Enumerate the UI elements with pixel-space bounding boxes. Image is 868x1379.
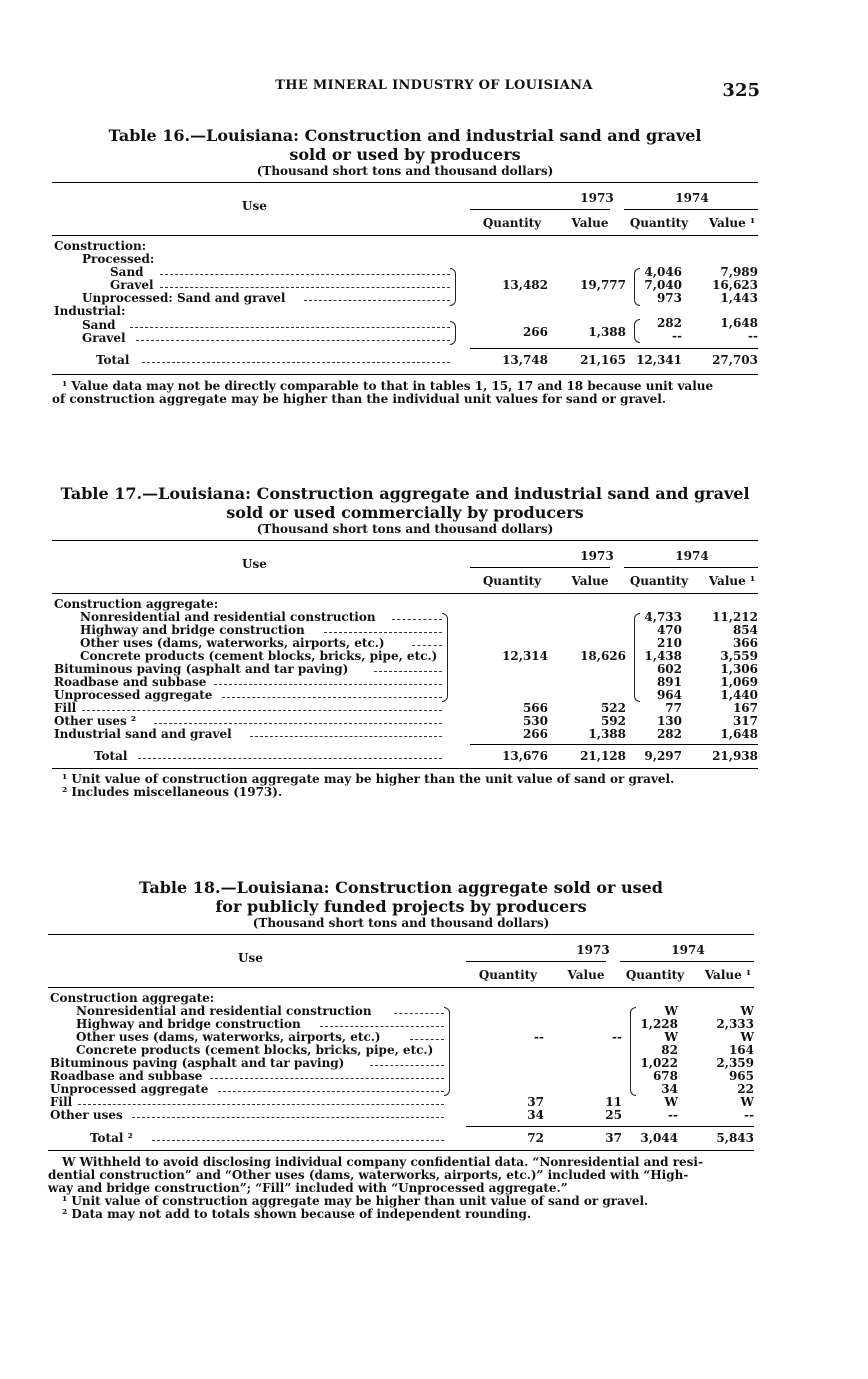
row-label: Roadbase and subbase: [50, 1069, 203, 1083]
table-row: [48, 1096, 754, 1109]
quantity-1974-header: Quantity: [629, 574, 689, 588]
row-label: Construction:: [54, 239, 147, 253]
value-1974: 1,306: [720, 662, 758, 676]
row-label: Industrial sand and gravel: [54, 727, 232, 741]
row-label: Highway and bridge construction: [80, 623, 305, 637]
quantity-1974: 470: [656, 623, 682, 637]
quantity-1974: 34: [661, 1082, 678, 1096]
value-1973: 1,388: [588, 325, 626, 339]
table-row: [52, 329, 758, 345]
year-1973-header: 1973: [580, 549, 614, 563]
table-row: [52, 689, 758, 702]
quantity-1973-header: Quantity: [478, 968, 538, 982]
value-1974: 2,333: [716, 1017, 754, 1031]
table-row-total: [48, 1132, 754, 1145]
value-1974: W: [740, 1095, 754, 1109]
table-16-header: [52, 183, 758, 235]
footnote: of construction aggregate may be higher than the individual unit values for sand or gravel.: [52, 392, 667, 406]
footnote: ¹ Unit value of construction aggregate may be higher than unit value of sand or gravel.: [62, 1194, 649, 1208]
quantity-1974: 282: [656, 316, 682, 330]
quantity-1973: 530: [522, 714, 548, 728]
value-1974: --: [748, 329, 758, 343]
value-1974: 11,212: [712, 610, 758, 624]
dot-leader: [160, 266, 450, 275]
row-label: Highway and bridge construction: [76, 1017, 301, 1031]
dot-leader: [210, 1070, 444, 1079]
row-label: Nonresidential and residential construction: [76, 1004, 372, 1018]
dot-leader: [320, 1018, 444, 1027]
total-quantity-1973: 13,748: [502, 353, 548, 367]
quantity-1973: --: [534, 1030, 544, 1044]
total-rule: [466, 1126, 754, 1127]
dot-leader: [370, 1057, 444, 1066]
quantity-1974: 282: [656, 727, 682, 741]
row-label: Bituminous paving (asphalt and tar paving): [50, 1056, 345, 1070]
value-1974: 366: [732, 636, 758, 650]
value-1974: 164: [728, 1043, 754, 1057]
value-1974: 1,648: [720, 727, 758, 741]
total-value-1973: 37: [605, 1131, 622, 1145]
table-row: [52, 702, 758, 715]
value-1973-header: Value: [571, 574, 609, 588]
value-1974-header: Value ¹: [708, 574, 756, 588]
value-1973: 592: [600, 714, 626, 728]
dot-leader: [136, 332, 450, 341]
quantity-1974: 1,228: [640, 1017, 678, 1031]
quantity-1974: 678: [652, 1069, 678, 1083]
dot-leader: [250, 728, 442, 737]
value-1974: 1,440: [720, 688, 758, 702]
total-quantity-1973: 72: [527, 1131, 544, 1145]
total-quantity-1974: 9,297: [644, 749, 682, 763]
table-18: [48, 878, 754, 1221]
year-1974-header: 1974: [675, 549, 709, 563]
value-1974: 854: [732, 623, 758, 637]
table-17-bottom-rule: [52, 768, 758, 769]
value-1974: 965: [728, 1069, 754, 1083]
value-1974: --: [744, 1108, 754, 1122]
table-17: [52, 484, 758, 799]
row-label: Other uses: [50, 1108, 123, 1122]
value-1974: 7,989: [720, 265, 758, 279]
value-1974: 317: [732, 714, 758, 728]
row-label: Construction aggregate:: [50, 991, 215, 1005]
quantity-1974-header: Quantity: [625, 968, 685, 982]
footnote: ² Includes miscellaneous (1973).: [62, 785, 283, 799]
brace: [442, 613, 448, 702]
quantity-1974: 891: [656, 675, 682, 689]
footnote: ² Data may not add to totals shown because of independent rounding.: [62, 1207, 532, 1221]
dot-leader: [222, 689, 442, 698]
total-rule: [470, 348, 758, 349]
year-1973-rule: [470, 567, 610, 568]
row-label: Industrial:: [54, 304, 126, 318]
dot-leader: [152, 1132, 444, 1141]
value-1973: 1,388: [588, 727, 626, 741]
running-head: THE MINERAL INDUSTRY OF LOUISIANA: [275, 78, 593, 93]
brace: [450, 268, 456, 306]
table-17-title-line1: Table 17.—Louisiana: Construction aggregate and industrial sand and gravel: [60, 484, 750, 503]
brace: [634, 319, 640, 343]
use-header: Use: [242, 557, 267, 571]
quantity-1974: W: [664, 1095, 678, 1109]
quantity-1974: 210: [656, 636, 682, 650]
total-quantity-1974: 3,044: [640, 1131, 678, 1145]
table-16: [52, 126, 758, 406]
footnote: ¹ Value data may not be directly comparable to that in tables 1, 15, 17 and 18 because unit value: [62, 379, 714, 393]
row-label: Construction aggregate:: [54, 597, 219, 611]
quantity-1974: 4,733: [644, 610, 682, 624]
table-17-title-line2: sold or used commercially by producers: [226, 503, 584, 522]
quantity-1974: W: [664, 1030, 678, 1044]
total-value-1974: 27,703: [712, 353, 758, 367]
dot-leader: [392, 611, 442, 620]
table-row-total: [52, 354, 758, 367]
quantity-1974: 602: [656, 662, 682, 676]
dot-leader: [142, 354, 450, 363]
quantity-1973: 37: [527, 1095, 544, 1109]
quantity-1974: 77: [665, 701, 682, 715]
value-1973-header: Value: [571, 216, 609, 230]
table-row-total: [52, 750, 758, 763]
value-1973: 25: [605, 1108, 622, 1122]
dot-leader: [214, 676, 442, 685]
value-1974: W: [740, 1030, 754, 1044]
brace: [634, 613, 640, 702]
quantity-1973: 34: [527, 1108, 544, 1122]
quantity-1973: 266: [522, 325, 548, 339]
quantity-1974: 7,040: [644, 278, 682, 292]
brace: [630, 1007, 636, 1096]
quantity-1974: 973: [656, 291, 682, 305]
table-17-footnotes: [52, 773, 758, 799]
footnote: ¹ Unit value of construction aggregate may be higher than the unit value of sand or gravel.: [62, 772, 675, 786]
year-1974-rule: [620, 961, 754, 962]
year-1974-rule: [624, 567, 758, 568]
quantity-1974: 1,022: [640, 1056, 678, 1070]
dot-leader: [304, 292, 450, 301]
row-label: Sand: [110, 265, 144, 279]
table-18-body: [48, 988, 754, 1150]
use-header: Use: [238, 951, 263, 965]
table-18-title-line1: Table 18.—Louisiana: Construction aggregate sold or used: [139, 878, 663, 897]
quantity-1974: --: [668, 1108, 678, 1122]
quantity-1973: 12,314: [502, 649, 548, 663]
dot-leader: [218, 1083, 444, 1092]
quantity-1973-header: Quantity: [482, 216, 542, 230]
brace: [634, 268, 640, 306]
quantity-1974: 964: [656, 688, 682, 702]
year-1973-rule: [466, 961, 606, 962]
table-17-header: [52, 541, 758, 593]
quantity-1974-header: Quantity: [629, 216, 689, 230]
total-value-1973: 21,128: [580, 749, 626, 763]
value-1974: 2,359: [716, 1056, 754, 1070]
quantity-1974: W: [664, 1004, 678, 1018]
table-16-title-line2: sold or used by producers: [289, 145, 521, 164]
table-row: [52, 292, 758, 305]
row-label: Unprocessed aggregate: [50, 1082, 209, 1096]
table-17-body: [52, 594, 758, 768]
table-row: [48, 1109, 754, 1122]
quantity-1974: 4,046: [644, 265, 682, 279]
value-1974: 1,648: [720, 316, 758, 330]
table-16-title-line1: Table 16.—Louisiana: Construction and industrial sand and gravel: [108, 126, 702, 145]
dot-leader: [78, 1096, 444, 1105]
total-quantity-1974: 12,341: [636, 353, 682, 367]
value-1973: 11: [605, 1095, 622, 1109]
year-1973-header: 1973: [580, 191, 614, 205]
quantity-1973-header: Quantity: [482, 574, 542, 588]
row-label: Other uses (dams, waterworks, airports, etc.): [80, 636, 385, 650]
dot-leader: [160, 279, 450, 288]
table-16-footnotes: [52, 380, 758, 406]
dot-leader: [374, 663, 442, 672]
value-1973: 18,626: [580, 649, 626, 663]
total-value-1974: 5,843: [716, 1131, 754, 1145]
footnote: W Withheld to avoid disclosing individual company confidential data. “Nonresidential and resi-: [62, 1155, 703, 1169]
quantity-1974: 1,438: [644, 649, 682, 663]
total-label: Total: [94, 749, 128, 763]
value-1973: 19,777: [580, 278, 626, 292]
value-1973-header: Value: [567, 968, 605, 982]
dot-leader: [154, 715, 442, 724]
value-1974: 16,623: [712, 278, 758, 292]
row-label: Sand: [82, 318, 116, 332]
row-label: Gravel: [110, 278, 154, 292]
table-18-footnotes: [48, 1156, 754, 1221]
value-1974-header: Value ¹: [708, 216, 756, 230]
table-18-header: [48, 935, 754, 987]
year-1974-rule: [624, 209, 758, 210]
dot-leader: [82, 702, 442, 711]
footnote: way and bridge construction”; “Fill” included with “Unprocessed aggregate.”: [48, 1181, 568, 1195]
table-18-title-line2: for publicly funded projects by producers: [215, 897, 587, 916]
brace: [444, 1007, 450, 1096]
value-1974: W: [740, 1004, 754, 1018]
table-16-subtitle: (Thousand short tons and thousand dollars): [256, 164, 554, 178]
value-1974: 3,559: [720, 649, 758, 663]
value-1973: 522: [600, 701, 626, 715]
dot-leader: [132, 1109, 444, 1118]
table-18-subtitle: (Thousand short tons and thousand dollars): [252, 916, 550, 930]
total-quantity-1973: 13,676: [502, 749, 548, 763]
total-value-1974: 21,938: [712, 749, 758, 763]
value-1974: 1,069: [720, 675, 758, 689]
dot-leader: [324, 624, 442, 633]
row-label: Unprocessed aggregate: [54, 688, 213, 702]
year-1974-header: 1974: [671, 943, 705, 957]
value-1974-header: Value ¹: [704, 968, 752, 982]
row-label: Processed:: [82, 252, 155, 266]
value-1974: 167: [732, 701, 758, 715]
dot-leader: [130, 319, 450, 328]
row-label: Concrete products (cement blocks, bricks, pipe, etc.): [76, 1043, 434, 1057]
total-rule: [470, 744, 758, 745]
year-1974-header: 1974: [675, 191, 709, 205]
row-label: Other uses ²: [54, 714, 137, 728]
row-label: Unprocessed: Sand and gravel: [82, 291, 286, 305]
value-1974: 1,443: [720, 291, 758, 305]
quantity-1973: 13,482: [502, 278, 548, 292]
quantity-1973: 566: [522, 701, 548, 715]
table-16-bottom-rule: [52, 374, 758, 375]
year-1973-rule: [470, 209, 610, 210]
row-label: Fill: [50, 1095, 73, 1109]
quantity-1974: --: [672, 329, 682, 343]
total-label: Total: [96, 353, 130, 367]
value-1973: --: [612, 1030, 622, 1044]
dot-leader: [412, 637, 442, 646]
row-label: Roadbase and subbase: [54, 675, 207, 689]
dot-leader: [410, 1031, 444, 1040]
dot-leader: [138, 750, 442, 759]
row-label: Bituminous paving (asphalt and tar paving): [54, 662, 349, 676]
table-row: [52, 728, 758, 741]
row-label: Concrete products (cement blocks, bricks, pipe, etc.): [80, 649, 438, 663]
row-label: Gravel: [82, 331, 126, 345]
footnote: dential construction” and “Other uses (dams, waterworks, airports, etc.)” included with “High-: [48, 1168, 689, 1182]
total-label: Total ²: [90, 1131, 133, 1145]
year-1973-header: 1973: [576, 943, 610, 957]
quantity-1973: 266: [522, 727, 548, 741]
value-1974: 22: [737, 1082, 754, 1096]
row-label: Fill: [54, 701, 77, 715]
dot-leader: [394, 1005, 444, 1014]
table-17-subtitle: (Thousand short tons and thousand dollars): [256, 522, 554, 536]
table-18-bottom-rule: [48, 1150, 754, 1151]
row-label: Nonresidential and residential construction: [80, 610, 376, 624]
quantity-1974: 82: [661, 1043, 678, 1057]
brace: [450, 321, 456, 345]
table-row: [48, 1083, 754, 1096]
row-label: Other uses (dams, waterworks, airports, etc.): [76, 1030, 381, 1044]
table-16-body: [52, 236, 758, 374]
quantity-1974: 130: [656, 714, 682, 728]
total-value-1973: 21,165: [580, 353, 626, 367]
use-header: Use: [242, 199, 267, 213]
page-number: 325: [722, 80, 760, 101]
